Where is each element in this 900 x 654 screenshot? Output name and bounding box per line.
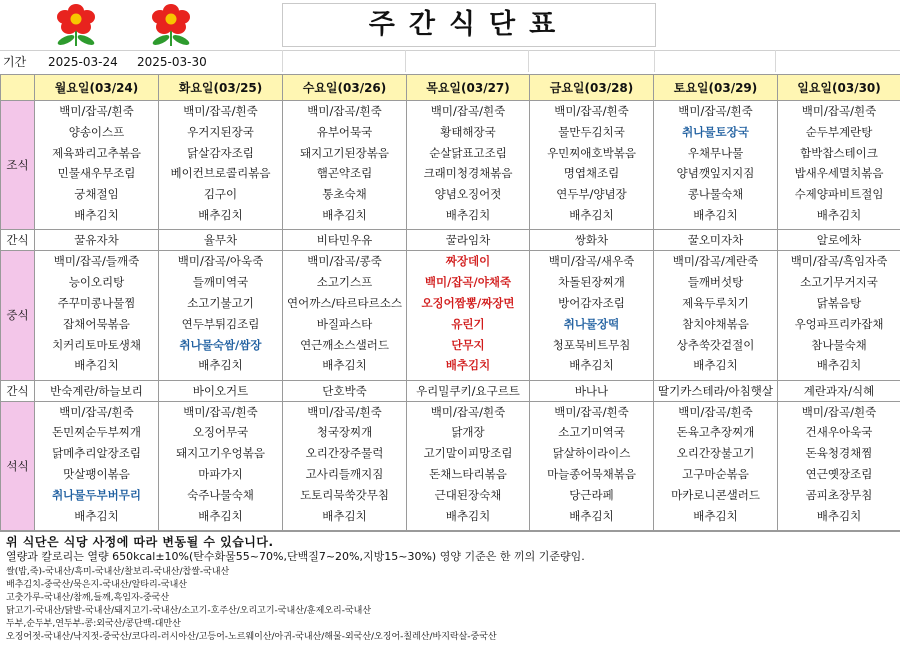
menu-item: 맛살팽이볶음 (35, 464, 158, 485)
dinner-row (1, 401, 900, 530)
menu-item: 제육꽈리고추볶음 (35, 143, 158, 164)
menu-item: 청국장찌개 (283, 422, 406, 443)
menu-item: 배추김치 (35, 205, 158, 226)
nutrition-note: 열량과 칼로리는 열량 650kcal±10%(탄수화물55~70%,단백질7~20%,지방15~30%) 영양 기준은 한 끼의 기준량임. (6, 548, 585, 564)
gridline (654, 50, 655, 72)
menu-item: 배추김치 (407, 506, 529, 527)
lunch-cell (654, 251, 778, 380)
menu-item: 백미/잡곡/계란죽 (654, 251, 777, 272)
menu-item: 숙주나물숙채 (159, 485, 282, 506)
menu-item: 능이오리탕 (35, 272, 158, 293)
menu-item: 양송이스프 (35, 122, 158, 143)
menu-item: 배추김치 (778, 506, 900, 527)
menu-item: 연어까스/타르타르소스 (283, 293, 406, 314)
dinner-cell (654, 401, 778, 530)
lunch-cell (159, 251, 283, 380)
menu-item: 배추김치 (159, 355, 282, 376)
menu-item: 오리간장불고기 (654, 443, 777, 464)
menu-item: 치커리토마토생채 (35, 335, 158, 356)
menu-item: 배추김치 (530, 205, 653, 226)
menu-item: 배추김치 (283, 205, 406, 226)
breakfast-cell (778, 101, 900, 230)
menu-item: 배추김치 (159, 205, 282, 226)
menu-item: 당근라페 (530, 485, 653, 506)
menu-item: 양념오징어젓 (407, 184, 529, 205)
day-header: 수요일(03/26) (283, 75, 407, 101)
menu-item: 명엽채조림 (530, 163, 653, 184)
menu-item: 배추김치 (35, 506, 158, 527)
menu-item: 들깨미역국 (159, 272, 282, 293)
period-end: 2025-03-30 (137, 51, 207, 73)
corner-cell (1, 75, 35, 101)
origin-line: 배추김치-중국산/묵은지-국내산/알타리-국내산 (6, 579, 187, 592)
menu-item: 배추김치 (283, 355, 406, 376)
header (0, 0, 900, 50)
menu-item: 백미/잡곡/흰죽 (283, 402, 406, 423)
menu-item: 연근옛장조림 (778, 464, 900, 485)
lunch-row (1, 251, 900, 380)
snack-cell: 알로에차 (778, 230, 900, 251)
menu-item: 상추쑥갓겉절이 (654, 335, 777, 356)
origin-line: 고춧가루-국내산/참깨,들깨,흑임자-중국산 (6, 592, 169, 605)
origin-line: 쌀(밥,죽)-국내산/흑미-국내산/찰보리-국내산/찹쌀-국내산 (6, 566, 229, 579)
menu-item: 방어감자조림 (530, 293, 653, 314)
origin-line: 오징어젓-국내산/낙지젓-중국산/코다리-러시아산/고등어-노르웨이산/아귀-국내산/해물-외국산/오징어-칠레산/바지락살-중국산 (6, 631, 497, 644)
menu-item: 백미/잡곡/흰죽 (530, 101, 653, 122)
menu-item: 백미/잡곡/흰죽 (407, 101, 529, 122)
snack-cell: 쌍화차 (530, 230, 654, 251)
menu-item: 백미/잡곡/흑임자죽 (778, 251, 900, 272)
menu-item: 돈민찌순두부찌개 (35, 422, 158, 443)
menu-item: 취나물토장국 (654, 122, 777, 143)
day-header-row (1, 75, 900, 101)
menu-item: 백미/잡곡/들깨죽 (35, 251, 158, 272)
menu-item: 배추김치 (654, 355, 777, 376)
menu-item: 오리간장주물럭 (283, 443, 406, 464)
menu-item: 백미/잡곡/야채죽 (407, 272, 529, 293)
menu-item: 소고기불고기 (159, 293, 282, 314)
menu-item: 바질파스타 (283, 314, 406, 335)
menu-item: 햄곤약조림 (283, 163, 406, 184)
menu-item: 백미/잡곡/콩죽 (283, 251, 406, 272)
dinner-cell (778, 401, 900, 530)
dinner-cell (407, 401, 530, 530)
menu-item: 닭살하이라이스 (530, 443, 653, 464)
menu-item: 도토리묵쑥갓무침 (283, 485, 406, 506)
breakfast-cell (407, 101, 530, 230)
menu-item: 연두부튀김조림 (159, 314, 282, 335)
menu-item: 우거지된장국 (159, 122, 282, 143)
dinner-cell (530, 401, 654, 530)
menu-item: 밥새우세멸치볶음 (778, 163, 900, 184)
gridline (775, 50, 776, 72)
menu-item: 참치야채볶음 (654, 314, 777, 335)
menu-item: 닭메추리알장조림 (35, 443, 158, 464)
breakfast-cell (159, 101, 283, 230)
gridline (282, 50, 283, 72)
menu-item: 유린기 (407, 314, 529, 335)
menu-item: 마늘종어묵채볶음 (530, 464, 653, 485)
menu-item: 취나물숙쌈/쌈장 (159, 335, 282, 356)
day-header: 토요일(03/29) (654, 75, 778, 101)
gridline (528, 50, 529, 72)
menu-item: 주꾸미콩나물찜 (35, 293, 158, 314)
menu-item: 백미/잡곡/흰죽 (35, 402, 158, 423)
snack-cell: 율무차 (159, 230, 283, 251)
menu-item: 근대된장숙채 (407, 485, 529, 506)
menu-item: 단무지 (407, 335, 529, 356)
menu-item: 콩나물숙채 (654, 184, 777, 205)
menu-item: 백미/잡곡/아욱죽 (159, 251, 282, 272)
menu-item: 배추김치 (654, 506, 777, 527)
menu-item: 백미/잡곡/흰죽 (530, 402, 653, 423)
menu-item: 배추김치 (530, 506, 653, 527)
menu-item: 민물새우무조림 (35, 163, 158, 184)
menu-item: 고기말이피망조림 (407, 443, 529, 464)
snack-cell: 꿀오미자차 (654, 230, 778, 251)
snack-cell: 바이오거트 (159, 380, 283, 401)
menu-item: 순살닭표고조림 (407, 143, 529, 164)
morning-snack-label: 간식 (1, 230, 35, 251)
menu-item: 배추김치 (407, 205, 529, 226)
menu-item: 함박찹스테이크 (778, 143, 900, 164)
menu-item: 배추김치 (283, 506, 406, 527)
lunch-cell (283, 251, 407, 380)
snack-cell: 단호박죽 (283, 380, 407, 401)
menu-item: 고사리들깨지짐 (283, 464, 406, 485)
menu-item: 우채무나물 (654, 143, 777, 164)
menu-item: 닭살감자조림 (159, 143, 282, 164)
notes-section (0, 531, 900, 654)
menu-item: 연두부/양념장 (530, 184, 653, 205)
menu-item: 건새우아욱국 (778, 422, 900, 443)
lunch-cell (407, 251, 530, 380)
menu-item: 마카로니콘샐러드 (654, 485, 777, 506)
menu-item: 백미/잡곡/흰죽 (778, 402, 900, 423)
origin-line: 두부,순두부,연두부-콩:외국산/콩단백-대만산 (6, 618, 181, 631)
menu-item: 순두부계란탕 (778, 122, 900, 143)
menu-item: 백미/잡곡/흰죽 (654, 101, 777, 122)
menu-item: 유부어묵국 (283, 122, 406, 143)
menu-item: 우민찌애호박볶음 (530, 143, 653, 164)
dinner-label: 석식 (1, 401, 35, 530)
afternoon-snack-label: 간식 (1, 380, 35, 401)
menu-item: 백미/잡곡/흰죽 (283, 101, 406, 122)
period-label: 기간 (3, 51, 26, 73)
menu-item: 백미/잡곡/흰죽 (159, 101, 282, 122)
menu-item: 백미/잡곡/흰죽 (778, 101, 900, 122)
day-header: 화요일(03/25) (159, 75, 283, 101)
menu-item: 짜장데이 (407, 251, 529, 272)
menu-item: 차돌된장찌개 (530, 272, 653, 293)
menu-item: 돈채느타리볶음 (407, 464, 529, 485)
menu-item: 양념깻잎지지짐 (654, 163, 777, 184)
snack-cell: 꿀유자차 (35, 230, 159, 251)
snack-cell: 비타민우유 (283, 230, 407, 251)
menu-item: 취나물장떡 (530, 314, 653, 335)
menu-item: 배추김치 (778, 205, 900, 226)
menu-item: 배추김치 (530, 355, 653, 376)
menu-item: 베이컨브로콜리볶음 (159, 163, 282, 184)
menu-item: 고구마순볶음 (654, 464, 777, 485)
menu-item: 연근깨소스샐러드 (283, 335, 406, 356)
dinner-cell (283, 401, 407, 530)
menu-item: 배추김치 (654, 205, 777, 226)
menu-item: 소고기무거지국 (778, 272, 900, 293)
menu-item: 오징어짬뽕/짜장면 (407, 293, 529, 314)
menu-item: 돼지고기된장볶음 (283, 143, 406, 164)
breakfast-label: 조식 (1, 101, 35, 230)
menu-item: 청포묵비트무침 (530, 335, 653, 356)
origin-line: 닭고기-국내산/닭발-국내산/돼지고기-국내산/소고기-호주산/오리고기-국내산/훈제오리-국내산 (6, 605, 371, 618)
menu-item: 배추김치 (35, 355, 158, 376)
lunch-cell (530, 251, 654, 380)
snack-cell: 꿀라임차 (407, 230, 530, 251)
snack-cell: 바나나 (530, 380, 654, 401)
dinner-cell (159, 401, 283, 530)
snack-cell: 계란과자/식혜 (778, 380, 900, 401)
menu-item: 돈육청경채찜 (778, 443, 900, 464)
menu-item: 취나물두부버무리 (35, 485, 158, 506)
snack-cell: 반숙계란/하늘보리 (35, 380, 159, 401)
flower-decoration-icon (36, 2, 226, 48)
menu-item: 배추김치 (159, 506, 282, 527)
day-header: 목요일(03/27) (407, 75, 530, 101)
menu-item: 소고기미역국 (530, 422, 653, 443)
day-header: 월요일(03/24) (35, 75, 159, 101)
notice-text: 위 식단은 식당 사정에 따라 변동될 수 있습니다. (6, 533, 274, 550)
menu-item: 제육두루치기 (654, 293, 777, 314)
day-header: 금요일(03/28) (530, 75, 654, 101)
menu-item: 오징어무국 (159, 422, 282, 443)
menu-item: 우엉파프리카잡채 (778, 314, 900, 335)
menu-item: 마파가지 (159, 464, 282, 485)
morning-snack-row (1, 230, 900, 251)
breakfast-cell (35, 101, 159, 230)
breakfast-cell (654, 101, 778, 230)
menu-item: 김구이 (159, 184, 282, 205)
breakfast-cell (283, 101, 407, 230)
menu-item: 크래미청경채볶음 (407, 163, 529, 184)
menu-item: 수제양파비트절임 (778, 184, 900, 205)
menu-item: 백미/잡곡/흰죽 (407, 402, 529, 423)
menu-item: 물만두김치국 (530, 122, 653, 143)
weekly-menu-table (0, 74, 900, 531)
menu-item: 백미/잡곡/새우죽 (530, 251, 653, 272)
lunch-cell (778, 251, 900, 380)
menu-item: 백미/잡곡/흰죽 (159, 402, 282, 423)
menu-item: 백미/잡곡/흰죽 (35, 101, 158, 122)
menu-item: 잡채어묵볶음 (35, 314, 158, 335)
menu-item: 참나물숙채 (778, 335, 900, 356)
breakfast-cell (530, 101, 654, 230)
menu-item: 궁채절임 (35, 184, 158, 205)
snack-cell: 딸기카스테라/아침햇살 (654, 380, 778, 401)
gridline (405, 50, 406, 72)
day-header: 일요일(03/30) (778, 75, 900, 101)
menu-item: 황태해장국 (407, 122, 529, 143)
breakfast-row (1, 101, 900, 230)
menu-item: 배추김치 (407, 355, 529, 376)
menu-item: 배추김치 (778, 355, 900, 376)
period-row (0, 50, 900, 73)
snack-cell: 우리밀쿠키/요구르트 (407, 380, 530, 401)
menu-item: 들깨버섯탕 (654, 272, 777, 293)
menu-item: 소고기스프 (283, 272, 406, 293)
menu-item: 돼지고기우엉볶음 (159, 443, 282, 464)
page-title: 주간식단표 (282, 3, 656, 47)
menu-item: 닭볶음탕 (778, 293, 900, 314)
menu-item: 돈육고추장찌개 (654, 422, 777, 443)
menu-item: 백미/잡곡/흰죽 (654, 402, 777, 423)
menu-item: 곰피초장무침 (778, 485, 900, 506)
afternoon-snack-row (1, 380, 900, 401)
menu-item: 닭개장 (407, 422, 529, 443)
period-start: 2025-03-24 (48, 51, 118, 73)
dinner-cell (35, 401, 159, 530)
menu-item: 통초숙채 (283, 184, 406, 205)
lunch-cell (35, 251, 159, 380)
lunch-label: 중식 (1, 251, 35, 380)
